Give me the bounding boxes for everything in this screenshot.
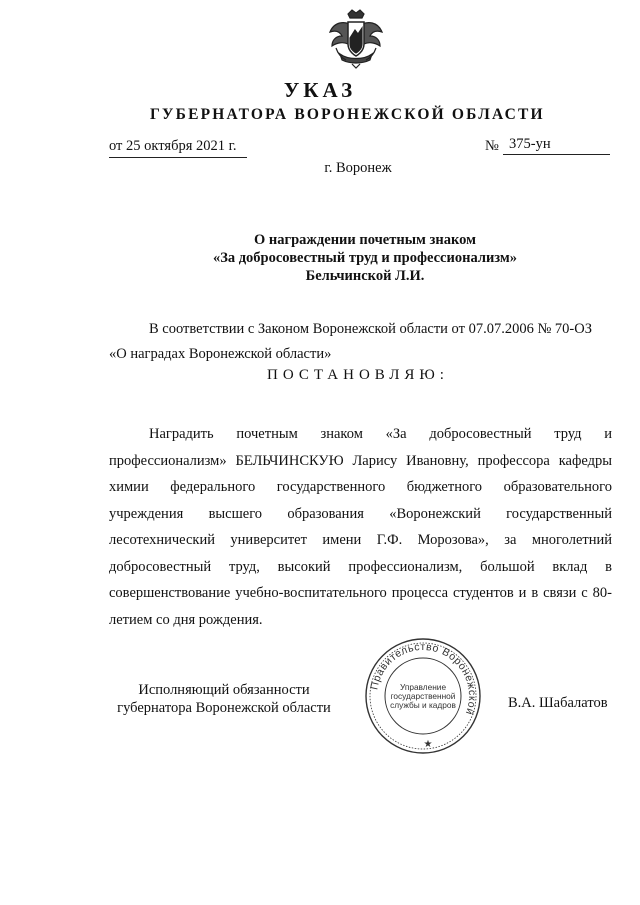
number-underline bbox=[503, 154, 610, 155]
document-number: 375-ун bbox=[509, 136, 551, 152]
signatory-name: В.А. Шабалатов bbox=[508, 695, 608, 711]
official-stamp bbox=[364, 637, 482, 755]
position-line: Исполняющий обязанности bbox=[138, 682, 310, 698]
preamble bbox=[109, 317, 612, 367]
coat-of-arms-icon bbox=[326, 8, 386, 70]
decree-body: Наградить почетным знаком «За добросовестный труд и профессионализм» БЕЛЬЧИНСКУЮ Ларису Ивановну, профессора кафедры химии федерального государственного бюджетного образовательного учреждения высшего образования «Воронежский государственный лесотехнический университет имени Г.Ф. Морозова», за многолетний добросовестный труд, высокий профессионализм, большой вклад в совершенствование учебно-воспитательного процесса студентов и в связи с 80-летием со дня рождения. bbox=[109, 426, 612, 628]
subject-line: О награждении почетным знаком bbox=[254, 232, 476, 248]
subject-line: Бельчинской Л.И. bbox=[305, 268, 425, 284]
signatory-position bbox=[109, 681, 339, 717]
stamp-center-line: государственной bbox=[390, 691, 456, 701]
date-underline bbox=[109, 157, 247, 158]
document-subject bbox=[0, 231, 640, 285]
document-title: УКАЗ bbox=[283, 78, 357, 102]
position-line: губернатора Воронежской области bbox=[117, 700, 331, 716]
decree-heading: ПОСТАНОВЛЯЮ: bbox=[267, 367, 449, 383]
subject-line: «За добросовестный труд и профессионализм» bbox=[212, 250, 518, 266]
number-label: № bbox=[485, 138, 499, 154]
document-city: г. Воронеж bbox=[324, 160, 392, 176]
stamp-center-line: службы и кадров bbox=[390, 700, 456, 710]
preamble-line: В соответствии с Законом Воронежской области от 07.07.2006 № 70-ОЗ bbox=[149, 321, 592, 337]
document-subtitle: ГУБЕРНАТОРА ВОРОНЕЖСКОЙ ОБЛАСТИ bbox=[150, 106, 545, 123]
stamp-ring-text: Правительство Воронежской bbox=[368, 640, 479, 717]
star-icon: ★ bbox=[423, 739, 433, 750]
preamble-line: «О наградах Воронежской области» bbox=[109, 346, 332, 362]
document-date: от 25 октября 2021 г. bbox=[109, 138, 237, 154]
stamp-center-line: Управление bbox=[399, 682, 447, 692]
